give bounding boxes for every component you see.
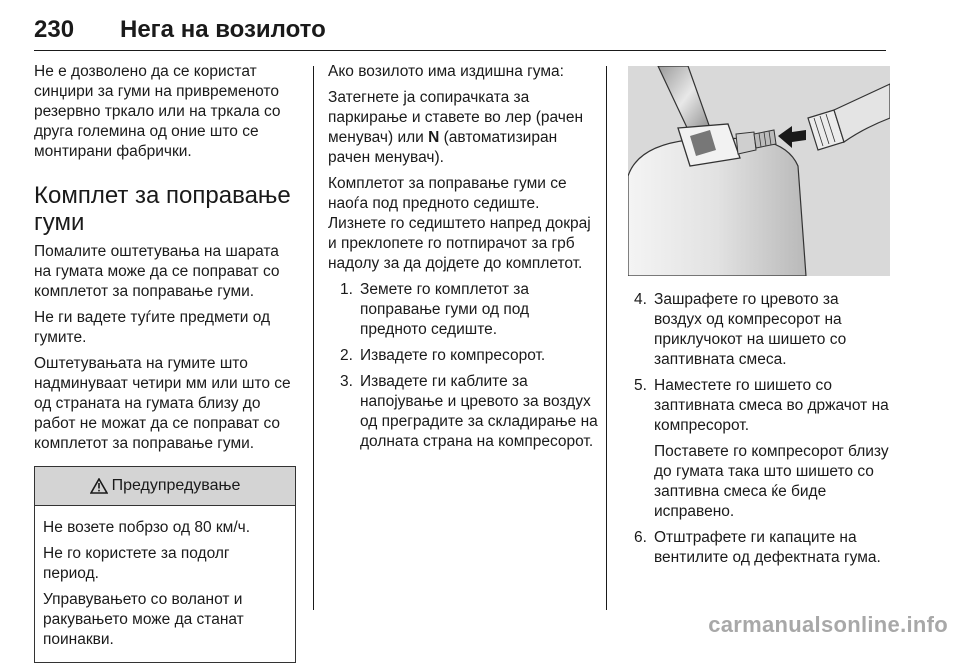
list-item [334,280,598,340]
column-divider [606,66,607,610]
step-number: 1. [340,281,353,298]
step-text: Наместете го шишето со заптивната смеса во држачот на компресорот. [654,377,889,434]
hose-connection-drawing [628,66,890,276]
page-number: 230 [34,16,75,43]
list-item [628,528,890,568]
step-text: Зашрафете го цревото за воздух од компресорот на приклучокот на шишето со заптивната смеса. [654,291,847,368]
warning-triangle-icon [90,478,108,494]
warning-body [35,506,295,662]
warning-line: Не го користете за подолг период. [43,545,230,582]
steps-list [328,280,598,452]
step-text: Отштрафете ги капаците на вентилите од дефектната гума. [654,529,881,566]
watermark: carmanualsonline.info [708,612,948,637]
warning-line: Не возете побрзо од 80 км/ч. [43,519,251,536]
step-number: 5. [634,377,647,394]
intro-paragraph: Не е дозволено да се користат синџири за гуми на привременото резервно тркало или на тркала со друга големина од оние што се монтирани фабрички. [34,63,281,160]
warning-box [34,466,296,663]
warning-title: Предупредување [111,477,241,494]
column-divider [313,66,314,610]
step-text: Земете го комплетот за поправање гуми од под предното седиште. [360,281,530,338]
step-number: 6. [634,529,647,546]
list-item [628,376,890,522]
running-title: Нега на возилото [120,16,326,43]
step-number: 3. [340,373,353,390]
paragraph: Ако возилото има издишна гума: [328,63,564,80]
warning-line: Управувањето со воланот и ракувањето може да станат поинакви. [43,591,244,648]
paragraph: Оштетувањата на гумите што надминуваат четири мм или што се од страната на гумата близу до работ не можат да се поправат со комплетот за поправање гуми. [34,355,291,452]
step-text: Извадете го компресорот. [360,347,546,364]
compressor-hose-illustration [628,66,890,276]
step-number: 2. [340,347,353,364]
steps-list [628,290,890,568]
text-run: (автоматизиран рачен менувач). [328,129,558,166]
column-right [628,66,890,574]
paragraph: Комплетот за поправање гуми се наоѓа под предното седиште. Лизнете го седиштето напред докрај и преклопете го потпирачот за грб надолу за да дојдете до комплетот. [328,175,591,272]
column-left [34,62,296,663]
gear-n-label: N [428,129,440,146]
list-item [334,372,598,452]
step-number: 4. [634,291,647,308]
paragraph: Помалите оштетувања на шарата на гумата може да се поправат со комплетот за поправање гуми. [34,243,280,300]
paragraph: Не ги вадете туѓите предмети од гумите. [34,309,271,346]
column-middle [328,62,598,458]
warning-header [35,467,295,506]
paragraph [328,88,598,168]
page-header [34,10,886,51]
list-item [628,290,890,370]
text-run: Затегнете ја сопирачката за паркирање и ставете во лер (рачен менувач) или [328,89,584,146]
section-heading: Комплет за поправање гуми [34,182,291,236]
step-subparagraph: Поставете го компресорот близу до гумата така што шишето со заптивна смеса ќе биде исправено. [654,443,889,520]
list-item [334,346,598,366]
step-text: Извадете ги каблите за напојување и цревото за воздух од преградите за складирање на долната страна на компресорот. [360,373,598,450]
